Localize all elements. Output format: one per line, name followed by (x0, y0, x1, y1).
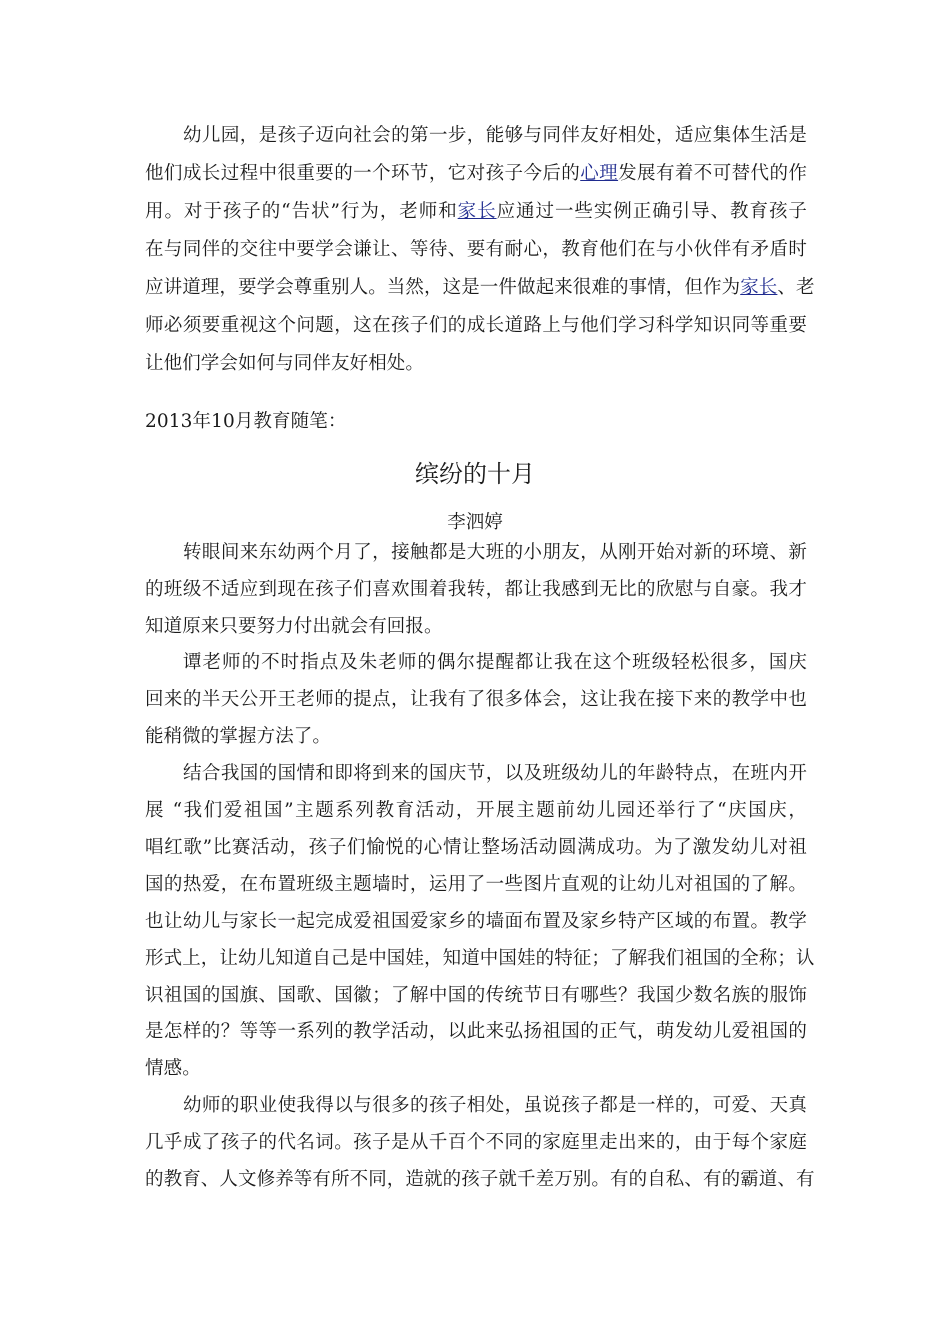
text-span: 应通过一些实例正确引导、教育孩子 (496, 201, 808, 222)
text-span: 应讲道理，要学会尊重别人。当然，这是一件做起来很难的事情，但作为 (145, 277, 741, 298)
essay-line: 的班级不适应到现在孩子们喜欢围着我转，都让我感到无比的欣慰与自豪。我才 (145, 579, 807, 600)
essay-line: 识祖国的国旗、国歌、国徽；了解中国的传统节日有哪些？我国少数名族的服饰 (145, 985, 807, 1006)
para1-line-7: 让他们学会如何与同伴友好相处。 (145, 353, 425, 374)
essay-line: 知道原来只要努力付出就会有回报。 (145, 616, 443, 637)
essay-title: 缤纷的十月 (415, 460, 535, 488)
link-parents-2[interactable]: 家长 (740, 277, 778, 298)
essay-line: 的教育、人文修养等有所不同，造就的孩子就千差万别。有的自私、有的霸道、有 (145, 1169, 815, 1190)
essay-line: 谭老师的不时指点及朱老师的偶尔提醒都让我在这个班级轻松很多，国庆 (183, 652, 807, 673)
date-heading: 2013年10月教育随笔： (145, 411, 347, 432)
essay-line: 也让幼儿与家长一起完成爱祖国爱家乡的墙面布置及家乡特产区域的布置。教学 (145, 911, 807, 932)
essay-line: 能稍微的掌握方法了。 (145, 726, 332, 747)
text-span: 发展有着不可替代的作 (618, 163, 807, 184)
essay-line: 回来的半天公开王老师的提点，让我有了很多体会，这让我在接下来的教学中也 (145, 689, 807, 710)
para1-line-6: 师必须要重视这个问题，这在孩子们的成长道路上与他们学习科学知识同等重要 (145, 315, 807, 336)
para1-line-5 (145, 276, 815, 300)
essay-line: 唱红歌”比赛活动，孩子们愉悦的心情让整场活动圆满成功。为了激发幼儿对祖 (145, 837, 807, 858)
para1-line-2 (145, 162, 807, 186)
essay-line: 情感。 (145, 1058, 201, 1079)
essay-line: 形式上，让幼儿知道自己是中国娃，知道中国娃的特征；了解我们祖国的全称；认 (145, 948, 815, 969)
essay-line: 转眼间来东幼两个月了，接触都是大班的小朋友，从刚开始对新的环境、新 (183, 542, 807, 563)
text-span: 他们成长过程中很重要的一个环节，它对孩子今后的 (145, 163, 581, 184)
essay-line: 展 “我们爱祖国”主题系列教育活动，开展主题前幼儿园还举行了“庆国庆， (145, 800, 807, 821)
essay-line: 国的热爱，在布置班级主题墙时，运用了一些图片直观的让幼儿对祖国的了解。 (145, 874, 807, 895)
essay-line: 幼师的职业使我得以与很多的孩子相处，虽说孩子都是一样的，可爱、天真 (183, 1095, 807, 1116)
para1-line-4: 在与同伴的交往中要学会谦让、等待、要有耐心，教育他们在与小伙伴有矛盾时 (145, 239, 807, 260)
para1-line-1: 幼儿园，是孩子迈向社会的第一步，能够与同伴友好相处，适应集体生活是 (183, 125, 807, 146)
link-parents[interactable]: 家长 (457, 201, 497, 222)
essay-line: 是怎样的？等等一系列的教学活动，以此来弘扬祖国的正气，萌发幼儿爱祖国的 (145, 1021, 807, 1042)
essay-line: 结合我国的国情和即将到来的国庆节，以及班级幼儿的年龄特点，在班内开 (183, 763, 807, 784)
essay-line: 几乎成了孩子的代名词。孩子是从千百个不同的家庭里走出来的，由于每个家庭 (145, 1132, 807, 1153)
text-span: 用。对于孩子的“告状”行为，老师和 (145, 201, 458, 222)
text-span: 、老 (777, 277, 815, 298)
para1-line-3 (145, 200, 807, 224)
link-psychology[interactable]: 心理 (580, 163, 619, 184)
essay-author: 李泗婷 (447, 512, 503, 533)
